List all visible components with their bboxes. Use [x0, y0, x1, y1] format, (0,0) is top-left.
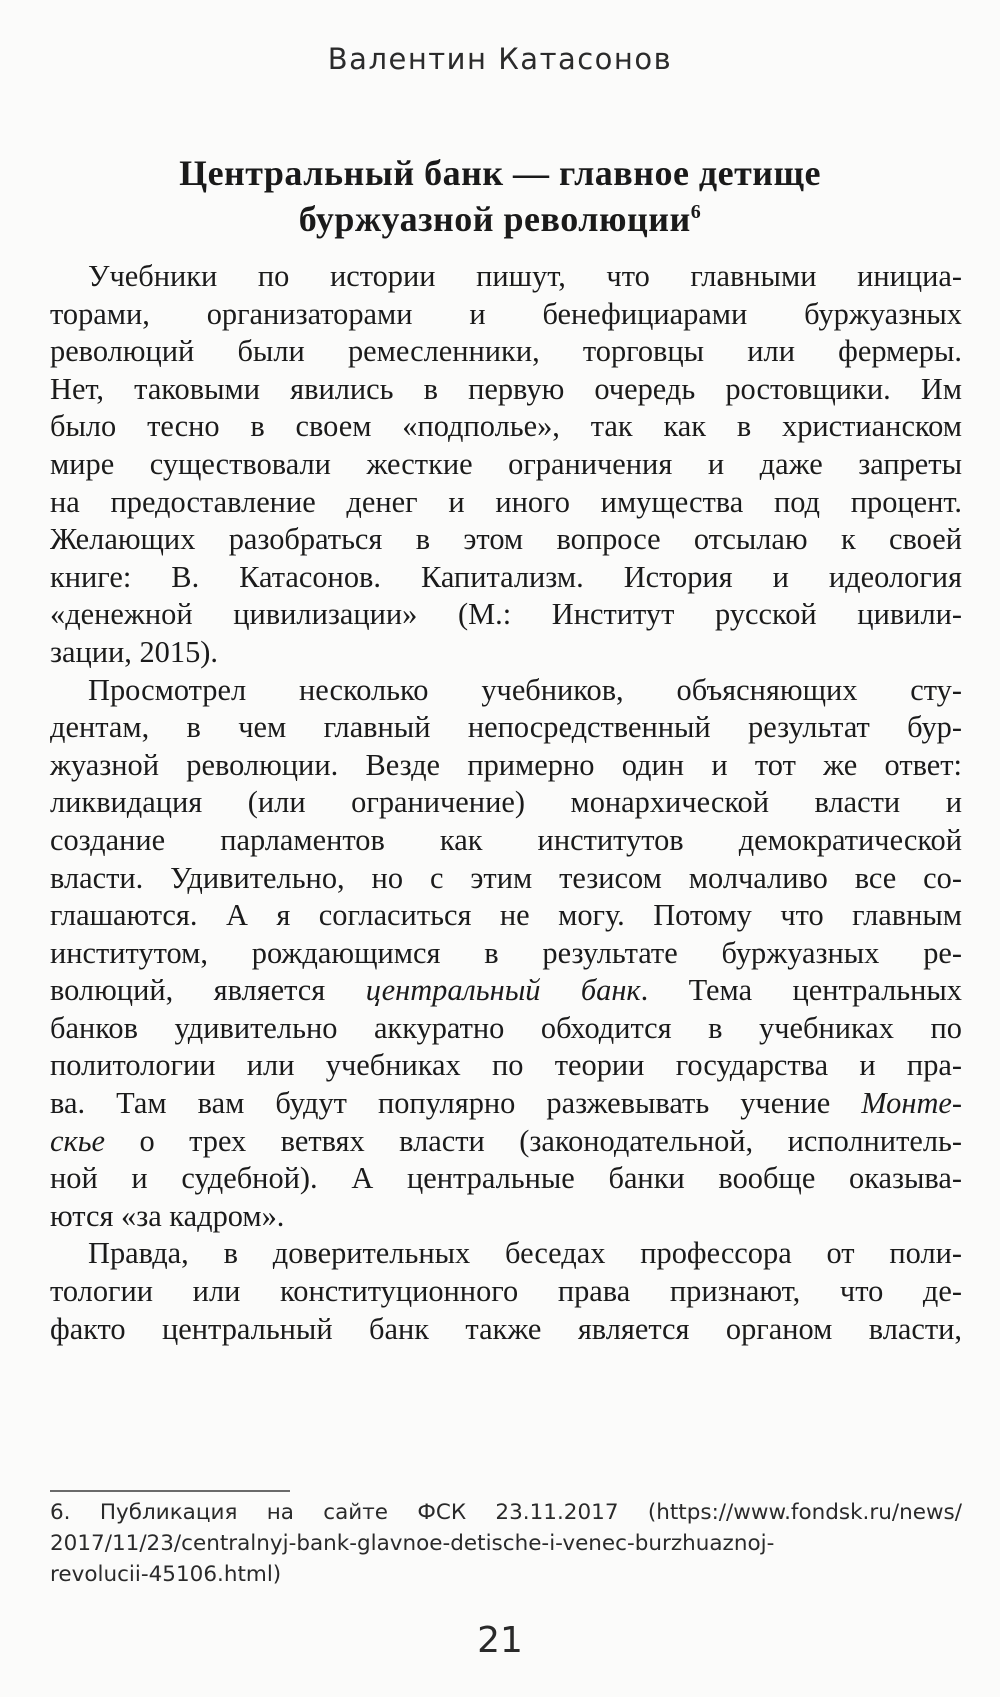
text-line: власти. Удивительно, но с этим тезисом молчаливо все со- — [50, 860, 962, 895]
text-line: революций были ремесленники, торговцы или фермеры. — [50, 334, 962, 369]
footnote — [50, 1497, 962, 1590]
text-line: тологии или конституционного права признают, что де- — [50, 1274, 962, 1309]
text-line: «денежной цивилизации» (М.: Институт русской цивили- — [50, 597, 962, 632]
text-line: Правда, в доверительных беседах профессора от поли- — [88, 1236, 962, 1271]
text-line: Учебники по истории пишут, что главными инициа- — [88, 259, 962, 293]
footnote-reference[interactable]: 6 — [690, 201, 702, 223]
text-line: ликвидация (или ограничение) монархической власти и — [50, 785, 962, 820]
chapter-title — [80, 150, 920, 242]
body-text — [50, 258, 962, 1348]
text-run: . Тема центральных — [640, 973, 962, 1008]
text-line: было тесно в своем «подполье», так как в христианском — [50, 409, 962, 444]
italic-name-montesquieu-cont: скье — [50, 1123, 106, 1158]
paragraph-3 — [50, 1235, 962, 1348]
text-line: на предоставление денег и иного имущества под процент. — [50, 484, 962, 519]
text-line: Желающих разобраться в этом вопросе отсылаю к своей — [50, 522, 962, 557]
page-number: 21 — [477, 1620, 523, 1661]
text-line — [50, 972, 962, 1010]
footnote-line: 2017/11/23/centralnyj-bank-glavnoe-detische-i-venec-burzhuaznoj- — [50, 1531, 775, 1556]
text-run: ва. Там вам будут популярно разжевывать учение — [50, 1086, 862, 1121]
text-line: книге: В. Катасонов. Капитализм. История и идеология — [50, 559, 962, 594]
text-line: создание парламентов как институтов демократической — [50, 822, 962, 857]
italic-term-central-bank: центральный банк — [365, 973, 641, 1008]
text-run: волюций, является — [50, 973, 366, 1008]
text-line — [50, 1123, 962, 1161]
text-line: ной и судебной). А центральные банки вообще оказыва- — [50, 1161, 962, 1196]
text-line: мире существовали жесткие ограничения и даже запреты — [50, 446, 962, 481]
footnote-line: 6. Публикация на сайте ФСК 23.11.2017 (https://www.fondsk.ru/news/ — [50, 1500, 962, 1525]
text-line: политологии или учебниках по теории государства и пра- — [50, 1048, 962, 1083]
text-run: о трех ветвях власти (законодательной, исполнитель- — [105, 1123, 962, 1158]
chapter-title-line-2-text: буржуазной революции — [298, 199, 691, 239]
text-line: зации, 2015). — [50, 634, 218, 669]
text-line — [50, 1085, 962, 1123]
chapter-title-line-1: Центральный банк — главное детище — [179, 153, 821, 193]
text-line: глашаются. А я согласиться не могу. Потому что главным — [50, 898, 962, 933]
text-line: факто центральный банк также является органом власти, — [50, 1311, 962, 1346]
text-line: дентам, в чем главный непосредственный результат бур- — [50, 710, 962, 745]
footnote-line: revolucii-45106.html) — [50, 1562, 282, 1587]
text-line: институтом, рождающимся в результате буржуазных ре- — [50, 935, 962, 970]
text-line: Нет, таковыми явились в первую очередь ростовщики. Им — [50, 371, 962, 406]
text-line: Просмотрел несколько учебников, объясняющих сту- — [88, 672, 962, 707]
paragraph-2 — [50, 672, 962, 1236]
chapter-title-line-2 — [80, 196, 920, 242]
text-line: банков удивительно аккуратно обходится в учебниках по — [50, 1010, 962, 1045]
footnote-divider — [50, 1490, 290, 1492]
paragraph-1 — [50, 258, 962, 672]
running-head: Валентин Катасонов — [327, 42, 673, 76]
text-line: торами, организаторами и бенефициарами буржуазных — [50, 296, 962, 331]
text-line: ются «за кадром». — [50, 1198, 285, 1233]
italic-name-montesquieu: Монте- — [861, 1086, 962, 1121]
text-line: жуазной революции. Везде примерно один и тот же ответ: — [50, 747, 962, 782]
